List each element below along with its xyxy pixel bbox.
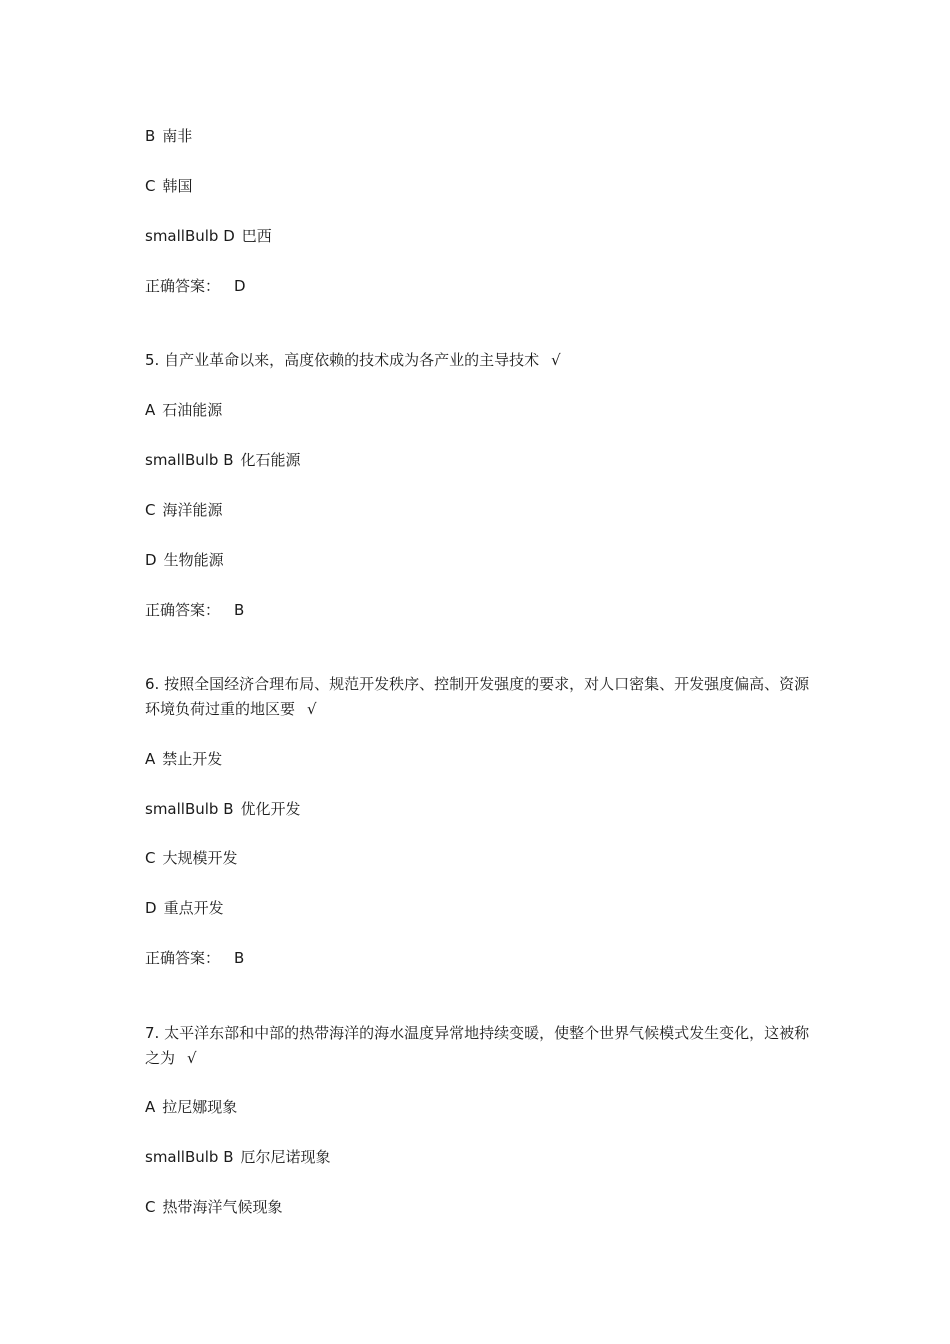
option-text: 海洋能源	[162, 501, 223, 519]
small-bulb-marker: smallBulb	[145, 800, 219, 818]
option-row	[145, 897, 224, 919]
question-number: 5.	[145, 351, 160, 369]
question-number: 7.	[145, 1024, 160, 1042]
option-row	[145, 125, 192, 147]
check-mark: √	[187, 1049, 197, 1067]
option-letter: D	[145, 551, 157, 569]
correct-answer-row	[145, 599, 244, 621]
option-letter: A	[145, 750, 156, 768]
option-row-selected	[145, 225, 272, 247]
question-body: 自产业革命以来，高度依赖的技术成为各产业的主导技术	[164, 351, 540, 369]
option-row-selected	[145, 1146, 331, 1168]
option-letter: B	[145, 127, 156, 145]
correct-answer-value: B	[234, 949, 245, 967]
option-row	[145, 748, 222, 770]
option-text: 化石能源	[240, 451, 301, 469]
option-letter: D	[145, 899, 157, 917]
option-letter: C	[145, 1198, 156, 1216]
option-text: 石油能源	[162, 401, 223, 419]
small-bulb-marker: smallBulb	[145, 227, 219, 245]
option-row	[145, 499, 223, 521]
correct-answer-row	[145, 947, 244, 969]
question-text	[145, 672, 815, 722]
correct-answer-row	[145, 275, 246, 297]
correct-answer-value: B	[234, 601, 245, 619]
option-row-selected	[145, 449, 301, 471]
option-letter: C	[145, 501, 156, 519]
option-text: 禁止开发	[162, 750, 223, 768]
check-mark: √	[551, 351, 561, 369]
option-letter: A	[145, 1098, 156, 1116]
small-bulb-marker: smallBulb	[145, 451, 219, 469]
option-row	[145, 847, 238, 869]
option-text: 厄尔尼诺现象	[240, 1148, 331, 1166]
option-text: 巴西	[241, 227, 272, 245]
option-letter: B	[223, 1148, 234, 1166]
option-text: 优化开发	[240, 800, 301, 818]
option-row	[145, 1196, 283, 1218]
correct-answer-value: D	[234, 277, 246, 295]
option-row	[145, 549, 224, 571]
correct-answer-label: 正确答案：	[145, 949, 221, 967]
small-bulb-marker: smallBulb	[145, 1148, 219, 1166]
option-row-selected	[145, 798, 301, 820]
question-body: 按照全国经济合理布局、规范开发秩序、控制开发强度的要求，对人口密集、开发强度偏高、资源环境负荷过重的地区要	[145, 675, 810, 718]
question-text	[145, 1021, 815, 1071]
option-letter: C	[145, 849, 156, 867]
option-letter: C	[145, 177, 156, 195]
option-row	[145, 399, 222, 421]
option-text: 重点开发	[163, 899, 224, 917]
option-text: 南非	[162, 127, 193, 145]
correct-answer-label: 正确答案：	[145, 601, 221, 619]
option-text: 大规模开发	[162, 849, 238, 867]
option-letter: B	[223, 800, 234, 818]
option-row	[145, 1096, 237, 1118]
option-text: 热带海洋气候现象	[162, 1198, 283, 1216]
option-letter: D	[223, 227, 235, 245]
correct-answer-label: 正确答案：	[145, 277, 221, 295]
option-text: 韩国	[162, 177, 193, 195]
option-text: 拉尼娜现象	[162, 1098, 238, 1116]
option-row	[145, 175, 193, 197]
option-text: 生物能源	[163, 551, 224, 569]
question-number: 6.	[145, 675, 160, 693]
question-text	[145, 348, 815, 373]
check-mark: √	[307, 700, 317, 718]
option-letter: A	[145, 401, 156, 419]
option-letter: B	[223, 451, 234, 469]
question-body: 太平洋东部和中部的热带海洋的海水温度异常地持续变暖，使整个世界气候模式发生变化，这被称之为	[145, 1024, 810, 1067]
